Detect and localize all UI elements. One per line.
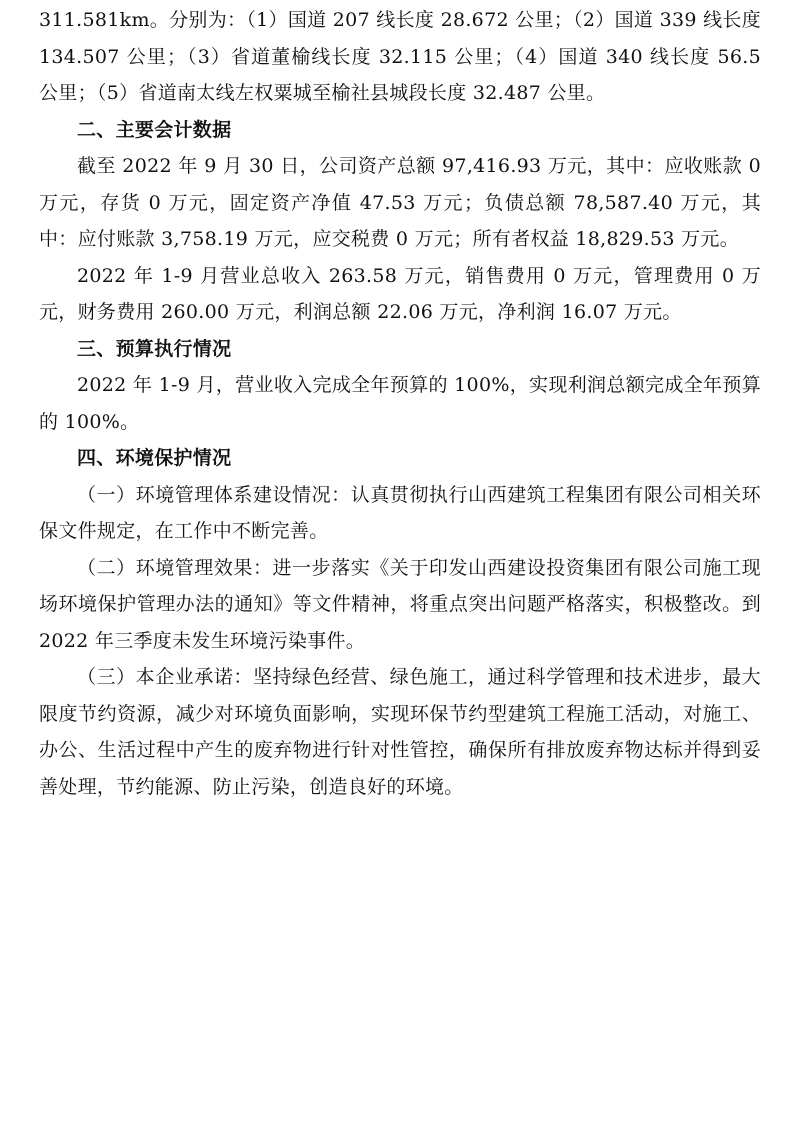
section-heading-environmental-protection: 四、环境保护情况 (77, 447, 232, 469)
accounting-data-paragraph-1: 截至 2022 年 9 月 30 日，公司资产总额 97,416.93 万元，其中：应收账款 0 万元，存货 0 万元，固定资产净值 47.53 万元；负债总额 78,587.40 万元，其中：应付账款 3,758.19 万元，应交税费 0 万元；所有者权益 18,829.53 万元。 (39, 155, 761, 250)
budget-execution-paragraph: 2022 年 1-9 月，营业收入完成全年预算的 100%，实现利润总额完成全年预算的 100%。 (39, 374, 761, 433)
document-page (39, 0, 761, 805)
environment-paragraph-2: （二）环境管理效果：进一步落实《关于印发山西建设投资集团有限公司施工现场环境保护管理办法的通知》等文件精神，将重点突出问题严格落实，积极整改。到 2022 年三季度未发生环境污染事件。 (39, 556, 761, 652)
environment-paragraph-1: （一）环境管理体系建设情况：认真贯彻执行山西建筑工程集团有限公司相关环保文件规定，在工作中不断完善。 (39, 483, 761, 542)
accounting-data-paragraph-2: 2022 年 1-9 月营业总收入 263.58 万元，销售费用 0 万元，管理费用 0 万元，财务费用 260.00 万元，利润总额 22.06 万元，净利润 16.07 万元。 (39, 264, 761, 323)
intro-paragraph: 311.581km。分别为：（1）国道 207 线长度 28.672 公里；（2）国道 339 线长度 134.507 公里；（3）省道董榆线长度 32.115 公里；（4）国道 340 线长度 56.5 公里；（5）省道南太线左权粟城至榆社县城段长度 32.487 公里。 (39, 9, 761, 104)
section-heading-budget-execution: 三、预算执行情况 (77, 337, 232, 360)
environment-paragraph-3: （三）本企业承诺：坚持绿色经营、绿色施工，通过科学管理和技术进步，最大限度节约资源，减少对环境负面影响，实现环保节约型建筑工程施工活动，对施工、办公、生活过程中产生的废弃物进行针对性管控，确保所有排放废弃物达标并得到妥善处理，节约能源、防止污染，创造良好的环境。 (39, 666, 761, 798)
section-heading-accounting-data: 二、主要会计数据 (77, 118, 232, 141)
